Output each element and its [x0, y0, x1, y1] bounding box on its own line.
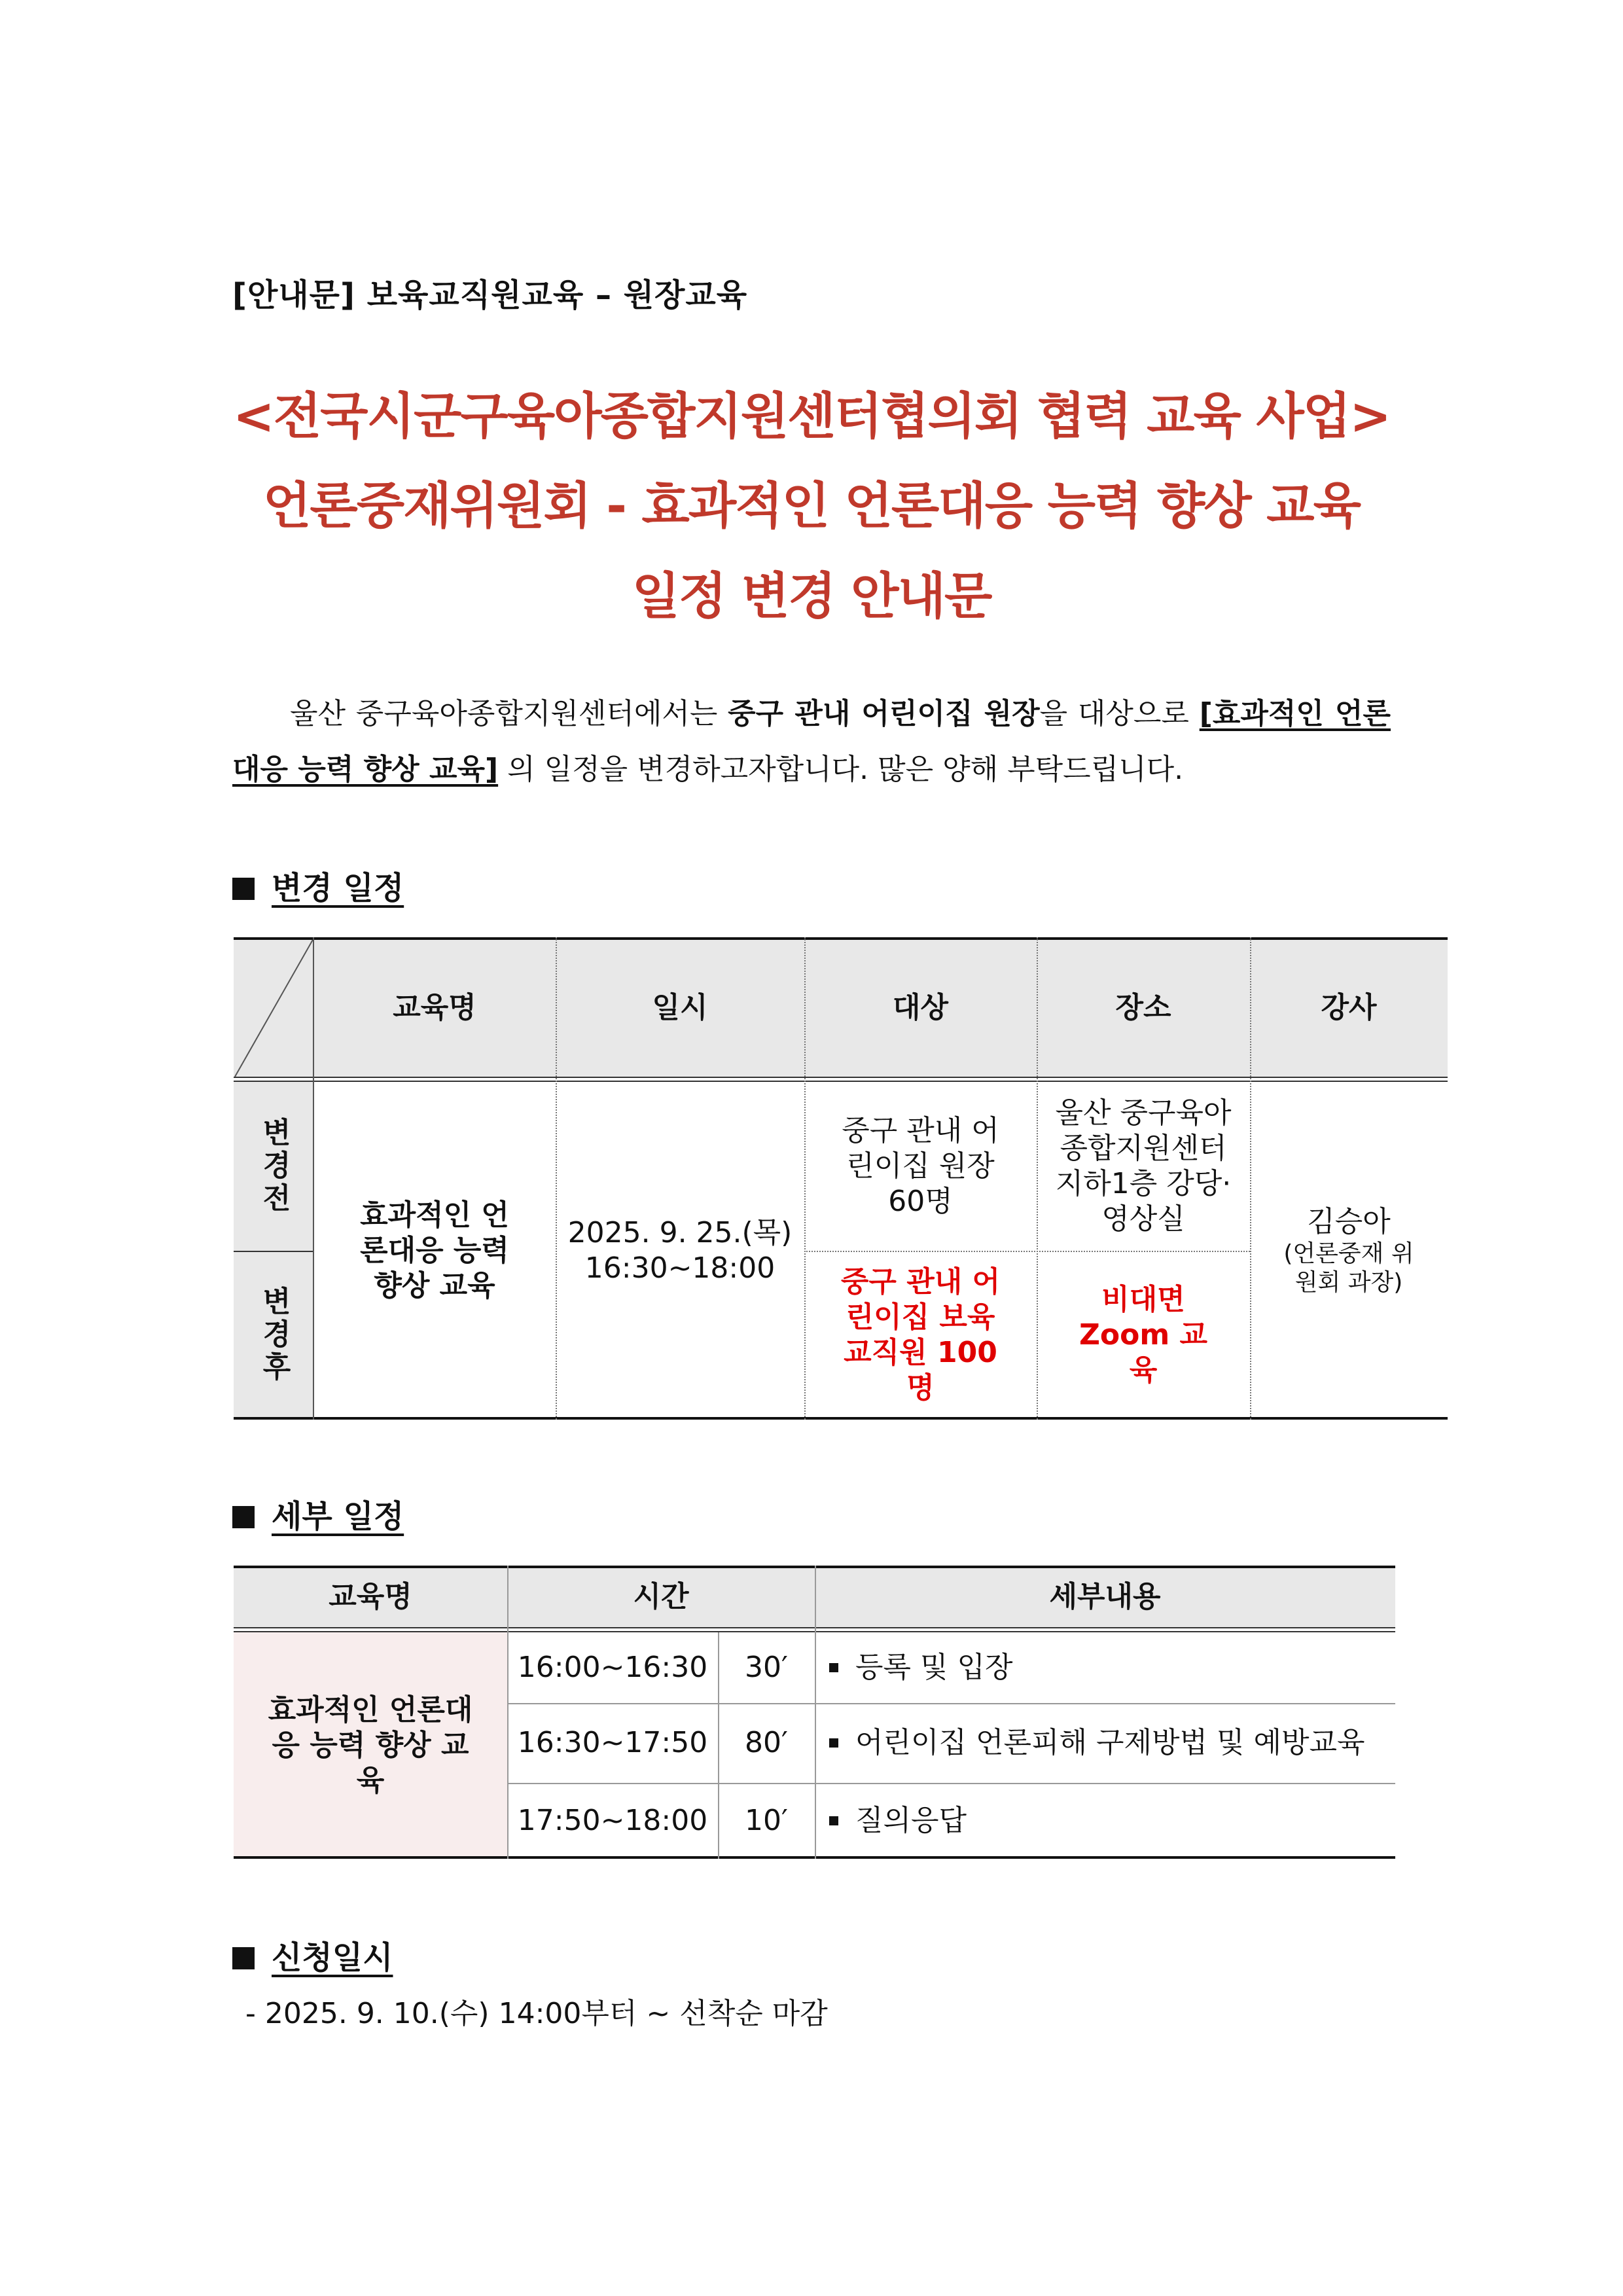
- square-bullet-icon: [232, 1506, 255, 1528]
- row-label-before: 변경전: [257, 1117, 291, 1215]
- section-change-schedule: [232, 863, 404, 908]
- detail-row-3-text: 질의응답: [855, 1804, 967, 1837]
- intro-underline-title: [효과적인 언론대응 능력 향상 교육]: [232, 697, 1391, 786]
- detail-row-3-duration: 10′: [745, 1804, 788, 1837]
- instructor-cell: [1250, 1082, 1448, 1420]
- vline-2: [804, 937, 806, 1420]
- intro-paragraph: [232, 686, 1391, 797]
- vline-label: [313, 937, 314, 1420]
- detail-row-divider-1: [507, 1703, 1395, 1704]
- header-place: 장소: [1115, 990, 1171, 1024]
- detail-row-1-duration: 30′: [745, 1651, 788, 1684]
- square-bullet-icon: [232, 878, 255, 900]
- vline-3: [1037, 937, 1038, 1420]
- apply-date-text: - 2025. 9. 10.(수) 14:00부터 ~ 선착순 마감: [245, 1997, 828, 2030]
- detail-row-1-content: [815, 1632, 1395, 1703]
- after-place: 비대면 Zoom 교육: [1079, 1283, 1208, 1387]
- title-line-3: 일정 변경 안내문: [632, 567, 991, 625]
- bullet-icon: [829, 1663, 838, 1672]
- vline-4: [1250, 937, 1251, 1420]
- corner-diagonal: [234, 937, 313, 1078]
- datetime-time: 16:30~18:00: [584, 1251, 776, 1285]
- title-line-2: 언론중재위원회 - 효과적인 언론대응 능력 향상 교육: [262, 476, 1361, 535]
- section-title: 세부 일정: [272, 1498, 404, 1535]
- detail-row-2-text: 어린이집 언론피해 구제방법 및 예방교육: [855, 1726, 1365, 1759]
- detail-vline-1: [507, 1566, 508, 1859]
- datetime-cell: [556, 1082, 804, 1420]
- header-instructor: 강사: [1321, 990, 1377, 1024]
- bullet-icon: [829, 1738, 838, 1748]
- before-target: 중구 관내 어린이집 원장 60명: [842, 1114, 999, 1218]
- detail-row-2-time: 16:30~17:50: [517, 1726, 708, 1759]
- row-divider: [804, 1251, 1250, 1252]
- header-course-name: 교육명: [393, 990, 476, 1024]
- section-title: 신청일시: [272, 1939, 393, 1976]
- row-label-after: 변경후: [257, 1286, 291, 1384]
- intro-part1: 울산 중구육아종합지원센터에서는: [290, 697, 728, 730]
- section-apply-date: [232, 1932, 393, 1977]
- row-label-divider: [234, 1251, 313, 1252]
- detail-header-content: 세부내용: [1049, 1580, 1161, 1613]
- square-bullet-icon: [232, 1947, 255, 1969]
- table-top-border: [234, 937, 1448, 940]
- detail-vline-3: [815, 1566, 816, 1859]
- detail-vline-2: [718, 1632, 719, 1859]
- header-border-1: [234, 1077, 1448, 1078]
- title-line-1: <전국시군구육아종합지원센터협의회 협력 교육 사업>: [233, 387, 1390, 445]
- header-datetime: 일시: [652, 990, 708, 1024]
- header-target: 대상: [892, 990, 948, 1024]
- section-title: 변경 일정: [272, 870, 404, 906]
- section-detail-schedule: [232, 1491, 404, 1536]
- detail-row-1-text: 등록 및 입장: [855, 1651, 1013, 1684]
- header-border-2: [234, 1081, 1448, 1082]
- table-bottom-border: [234, 1417, 1448, 1420]
- instructor-name: 김승아: [1307, 1205, 1391, 1238]
- detail-row-3-time: 17:50~18:00: [517, 1804, 708, 1837]
- detail-row-2-duration: 80′: [745, 1726, 788, 1759]
- detail-row-3-content: [815, 1783, 1395, 1859]
- detail-row-divider-2: [507, 1783, 1395, 1784]
- header-label: [안내문] 보육교직원교육 – 원장교육: [232, 277, 748, 314]
- before-place: 울산 중구육아 종합지원센터 지하1층 강당·영상실: [1055, 1096, 1232, 1236]
- instructor-title: (언론중재 위원회 과장): [1283, 1240, 1414, 1296]
- change-schedule-table: [234, 937, 1448, 1420]
- datetime-date: 2025. 9. 25.(목): [567, 1216, 793, 1249]
- detail-course-name: 효과적인 언론대응 능력 향상 교육: [268, 1693, 473, 1797]
- after-target: 중구 관내 어린이집 보육교직원 100명: [840, 1265, 1001, 1405]
- detail-row-1-time: 16:00~16:30: [517, 1651, 708, 1684]
- detail-header-time: 시간: [633, 1580, 689, 1613]
- detail-row-2-content: [815, 1703, 1395, 1783]
- detail-header-course: 교육명: [329, 1580, 412, 1613]
- vline-1: [556, 937, 557, 1420]
- intro-part2: 을 대상으로: [1039, 697, 1200, 730]
- course-name-cell: 효과적인 언론대응 능력 향상 교육: [360, 1198, 509, 1302]
- detail-schedule-table: [234, 1566, 1395, 1859]
- intro-part3: 의 일정을 변경하고자합니다. 많은 양해 부탁드립니다.: [498, 753, 1184, 786]
- bullet-icon: [829, 1816, 838, 1825]
- intro-bold-target: 중구 관내 어린이집 원장: [728, 697, 1040, 730]
